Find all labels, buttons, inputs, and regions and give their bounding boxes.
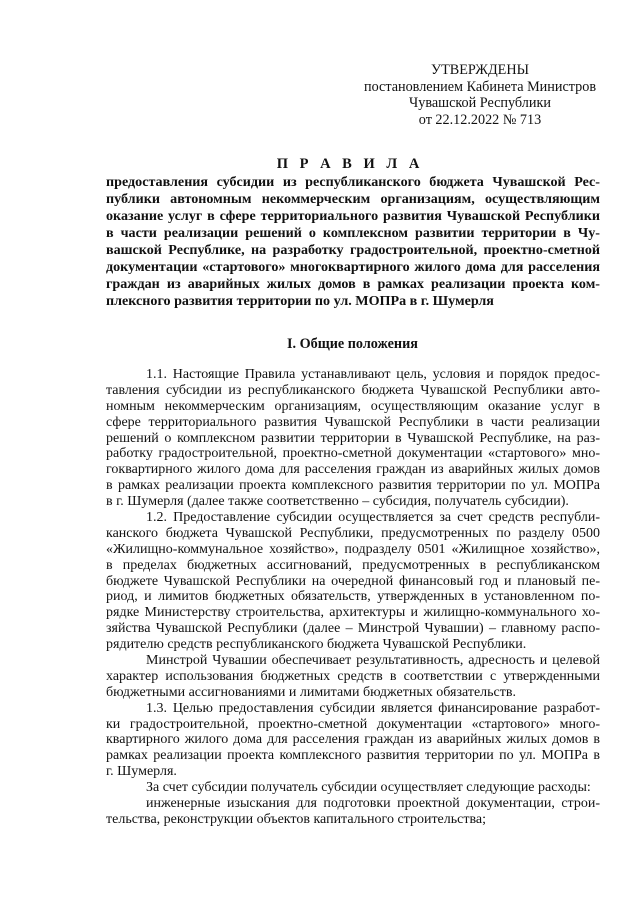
approval-decree: постановлением Кабинета Министров xyxy=(363,78,597,95)
paragraph-line: бюджетными ассигнованиями и лимитами бюджетных обязательств. xyxy=(106,684,516,700)
paragraph-line: рядителю средств республиканского бюджета Чувашской Республики. xyxy=(106,637,527,653)
paragraph-line: 1.1. Настоящие Правила устанавливают цель, условия и порядок предос- xyxy=(146,367,600,382)
approval-heading: УТВЕРЖДЕНЫ xyxy=(431,62,529,78)
subtitle-line: публики автономным некоммерческим организациям, осуществляющим xyxy=(106,191,600,207)
subtitle-line: документации «стартового» многоквартирного жилого дома для расселения xyxy=(106,259,600,275)
paragraph-line: решений о комплексном развитии территории в Чувашской Республике, на раз- xyxy=(106,430,600,446)
paragraph-line: работку градостроительной, проектно-сметной документации «стартового» мно- xyxy=(106,446,600,462)
document-subtitle xyxy=(106,174,600,310)
paragraph-line: бюджете Чувашской Республики на очередной финансовый год и плановый пе- xyxy=(106,573,600,589)
document-title: П Р А В И Л А xyxy=(276,156,424,172)
approval-date-number: от 22.12.2022 № 713 xyxy=(418,111,542,128)
paragraph-line: Минстрой Чувашии обеспечивает результативность, адресность и целевой xyxy=(146,653,600,669)
subtitle-line: оказание услуг в сфере территориального развития Чувашской Республики xyxy=(106,208,600,224)
paragraph-line: ки градостроительной, проектно-сметной документации «стартового» много- xyxy=(106,716,600,732)
paragraph-line: зяйства Чувашской Республики (далее – Минстрой Чувашии) – главному распо- xyxy=(106,621,600,637)
paragraph-line: в пределах бюджетных ассигнований, предусмотренных в республиканском xyxy=(106,557,600,573)
paragraph-line: квартирного жилого дома для расселения граждан из аварийных жилых домов в xyxy=(106,732,600,748)
subtitle-line: вашской Республике, на разработку градостроительной, проектно-сметной xyxy=(106,242,600,258)
paragraph-line: номным некоммерческим организациям, осуществляющим оказание услуг в xyxy=(106,398,600,414)
paragraph-line: канского бюджета Чувашской Республики, предусмотренных по разделу 0500 xyxy=(106,525,600,541)
subtitle-line: в части реализации решений о комплексном развитии территории в Чу- xyxy=(106,225,600,241)
paragraph-line: 1.2. Предоставление субсидии осуществляется за счет средств республи- xyxy=(146,510,600,526)
subtitle-line: предоставления субсидии из республиканского бюджета Чувашской Рес- xyxy=(106,174,600,190)
paragraph-line: рядке Министерству строительства, архитектуры и жилищно-коммунального хо- xyxy=(106,605,600,621)
paragraph-line: характер использования бюджетных средств в соответствии с утвержденными xyxy=(106,668,600,684)
subtitle-line: плексного развития территории по ул. МОПРа в г. Шумерля xyxy=(106,293,494,309)
paragraph-line: «Жилищно-коммунальное хозяйство», подразделу 0501 «Жилищное хозяйство», xyxy=(106,541,600,557)
document-body xyxy=(106,367,600,828)
approval-stamp xyxy=(360,62,600,128)
paragraph-line: рамках реализации проекта комплексного развития территории по ул. МОПРа в xyxy=(106,748,600,764)
paragraph-line: инженерные изыскания для подготовки проектной документации, строи- xyxy=(146,796,600,812)
paragraph-line: риод, и лимитов бюджетных обязательств, утвержденных в установленном по- xyxy=(106,589,600,605)
paragraph-line: 1.3. Целью предоставления субсидии является финансирование разработ- xyxy=(146,700,600,716)
paragraph-line: гоквартирного жилого дома для расселения граждан из аварийных жилых домов xyxy=(106,462,600,478)
paragraph-line: в г. Шумерля (далее также соответственно – субсидия, получатель субсидии). xyxy=(106,494,569,510)
subtitle-line: граждан из аварийных жилых домов в рамках реализации проекта ком- xyxy=(106,276,600,292)
paragraph-line: в рамках реализации проекта комплексного развития территории по ул. МОПРа xyxy=(106,478,600,494)
paragraph-line: тельства, реконструкции объектов капитального строительства; xyxy=(106,811,487,827)
approval-republic: Чувашской Республики xyxy=(409,95,551,112)
paragraph-line: сфере территориального развития Чувашской Республики в части реализации xyxy=(106,414,600,430)
paragraph-line: тавления субсидии из республиканского бюджета Чувашской Республики авто- xyxy=(106,382,600,398)
paragraph-line: За счет субсидии получатель субсидии осуществляет следующие расходы: xyxy=(146,780,591,796)
paragraph-line: г. Шумерля. xyxy=(106,764,177,780)
section-heading: I. Общие положения xyxy=(287,336,418,352)
